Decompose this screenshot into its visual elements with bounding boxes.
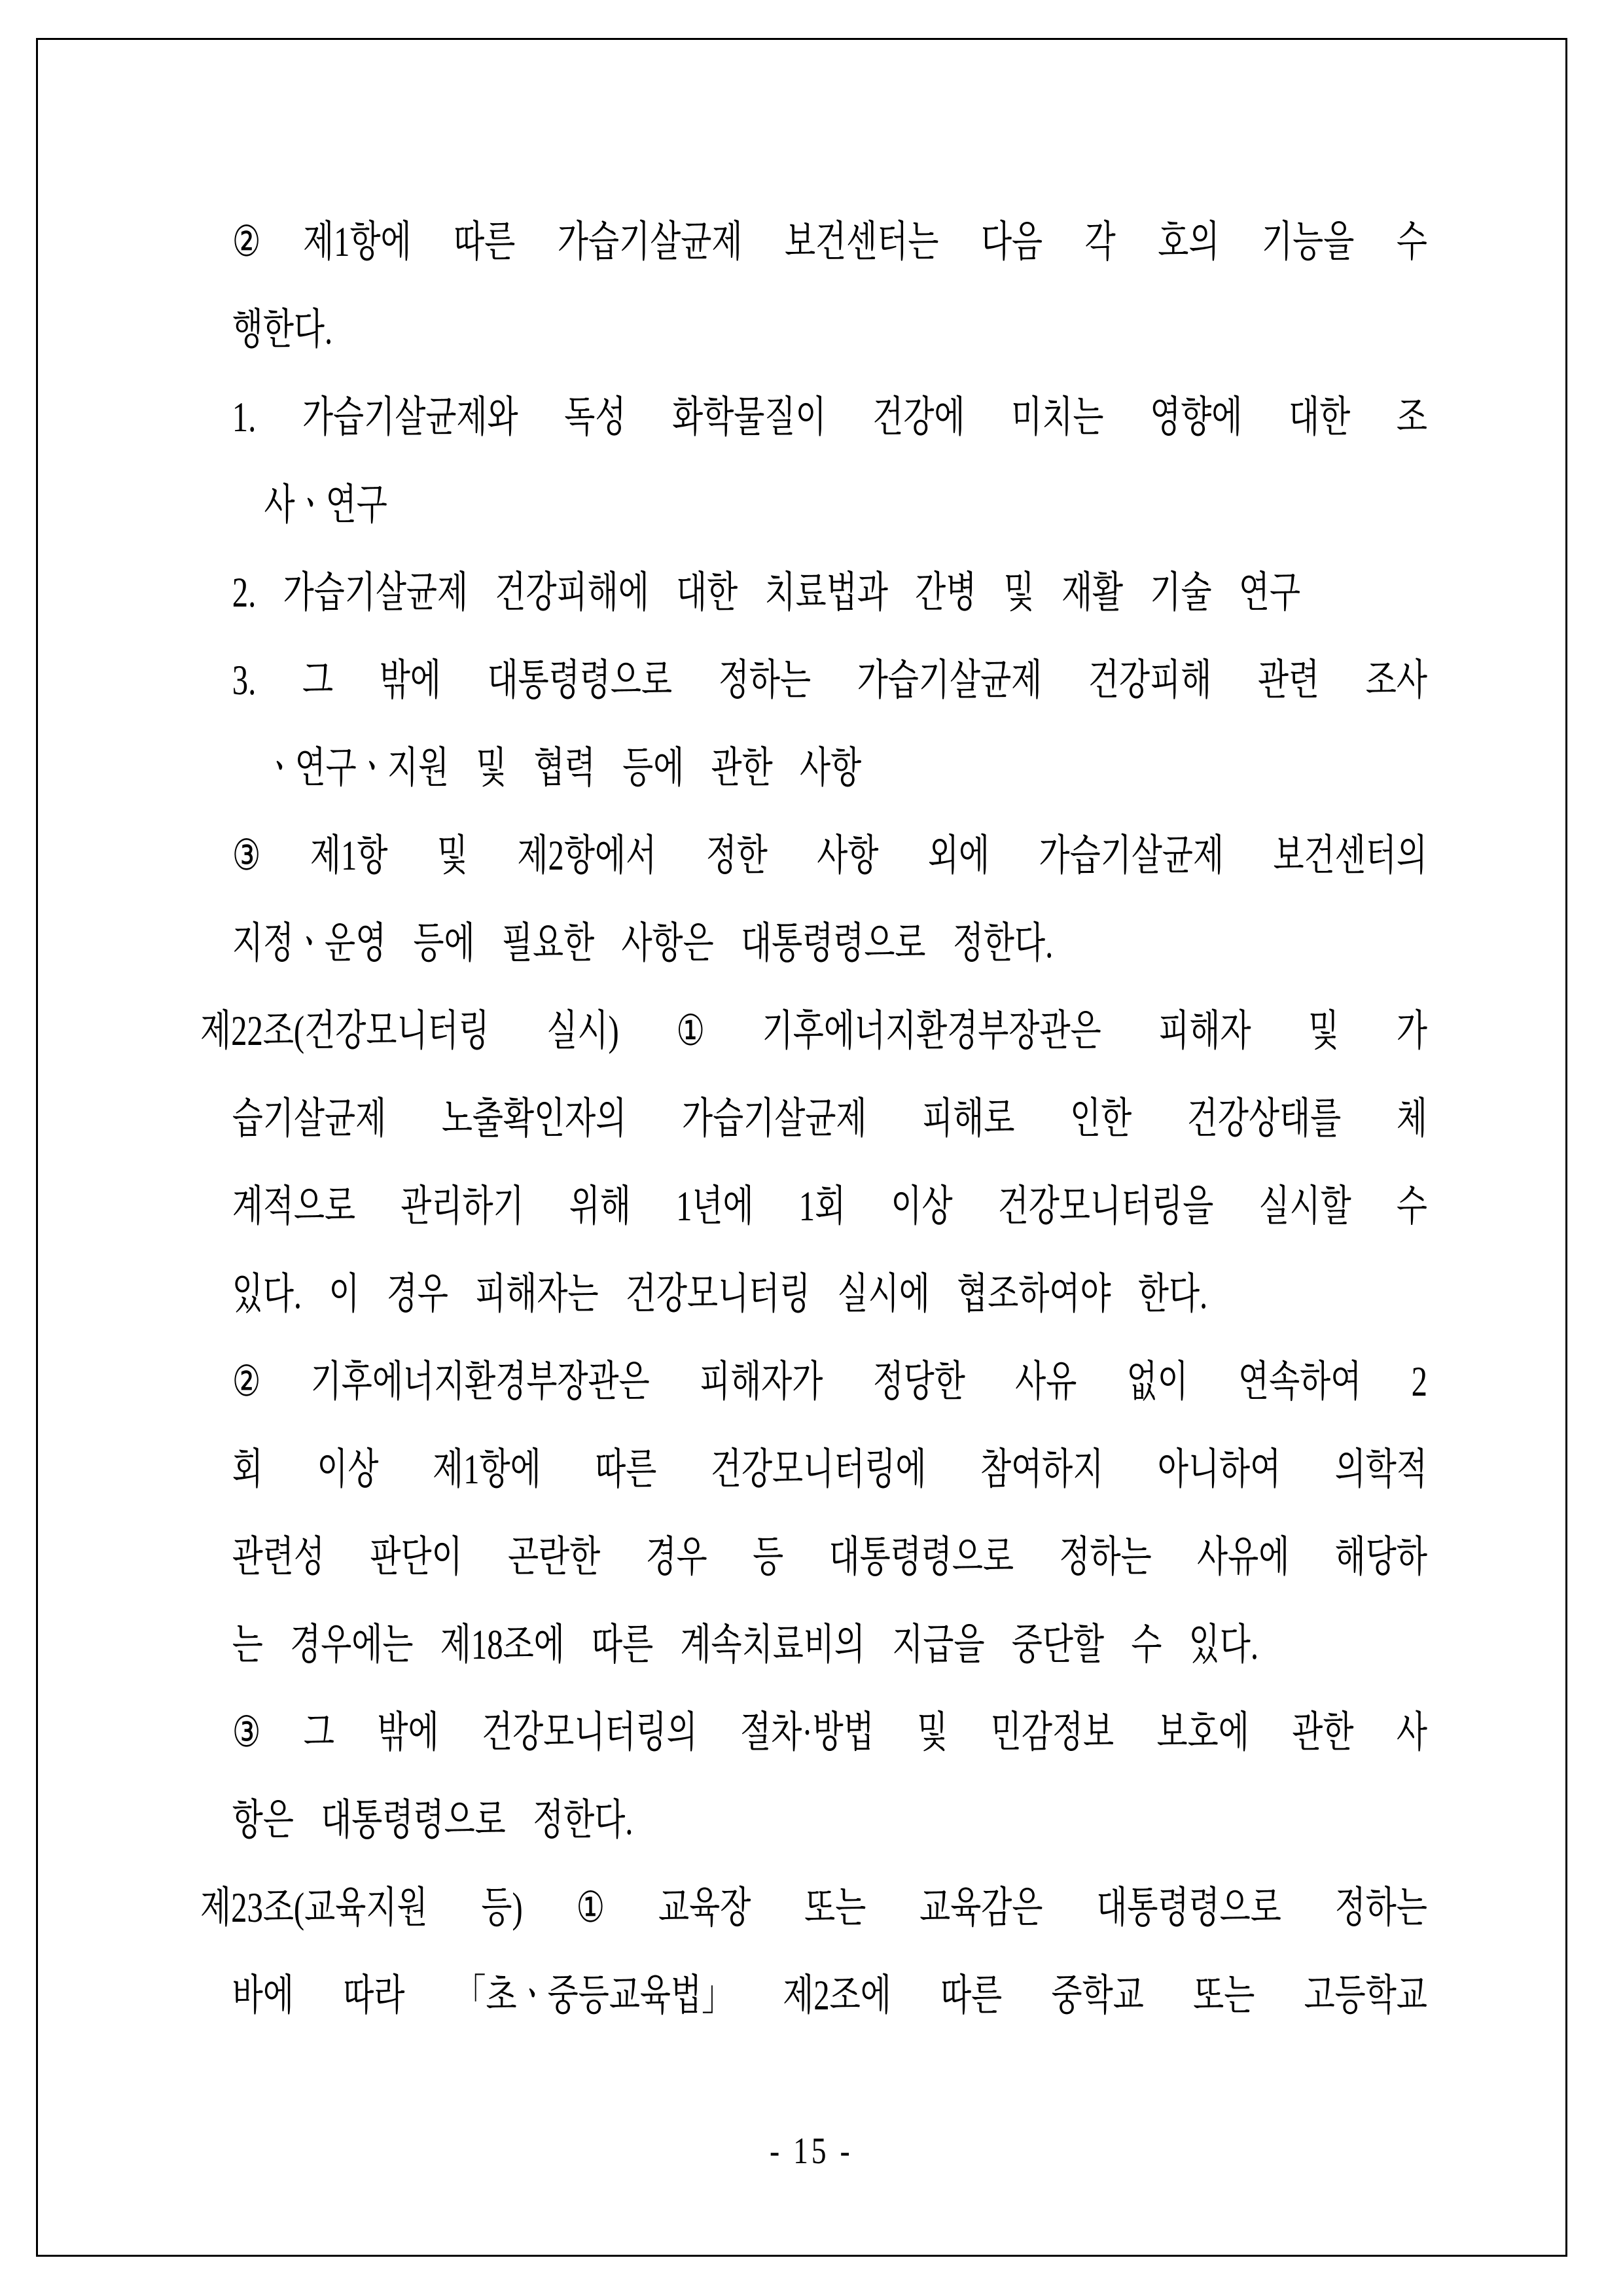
word: 제2항에서 — [517, 832, 657, 879]
text-line — [232, 1952, 1427, 2040]
word: 및 — [437, 832, 468, 879]
word: 가습기살균제 — [283, 569, 469, 616]
word: 그 — [303, 1709, 334, 1756]
word: 관리하기 — [401, 1183, 524, 1230]
word: 판단이 — [370, 1534, 463, 1581]
text-line — [232, 1250, 1427, 1338]
word: 대한 — [676, 569, 738, 616]
word: 밖에 — [377, 1709, 439, 1756]
word: 보호에 — [1156, 1709, 1249, 1756]
word: 따라 — [343, 1972, 405, 2019]
text-line — [232, 812, 1427, 900]
word: 3. — [232, 657, 257, 704]
word: 관련 — [1257, 657, 1320, 704]
word: 수 — [1131, 1621, 1162, 1669]
word: 그 — [302, 657, 334, 704]
word: 인한 — [1070, 1095, 1132, 1142]
word: 사항 — [817, 832, 879, 879]
word: 치료법과 — [764, 569, 888, 616]
word: 대통령령으로 — [321, 1797, 506, 1844]
word: 이상 — [317, 1446, 379, 1493]
word: 2. — [232, 569, 257, 616]
word: 연구 — [1238, 569, 1301, 616]
word: 건강상태를 — [1186, 1095, 1342, 1142]
word: 영향에 — [1150, 394, 1243, 441]
word: 가습기살균제 — [857, 657, 1043, 704]
word: 건강모니터링을 — [997, 1183, 1214, 1230]
page-number-label: - 15 - — [770, 2130, 853, 2172]
text-line — [232, 374, 1427, 461]
word: 조사 — [1365, 657, 1427, 704]
word: 등에 — [413, 920, 475, 967]
word: 정하는 — [1059, 1534, 1152, 1581]
word: 실시) — [546, 1008, 619, 1055]
word: 외에 — [927, 832, 990, 879]
word: 정한다. — [952, 920, 1054, 967]
word: ① — [676, 1008, 705, 1055]
text-line — [232, 637, 1427, 724]
word: 위해 — [569, 1183, 631, 1230]
word: 대한 — [1289, 394, 1351, 441]
word: 협조하여야 — [957, 1271, 1111, 1318]
word: 습기살균제 — [232, 1095, 387, 1142]
word: 계속치료비의 — [680, 1621, 866, 1669]
word: 실시할 — [1258, 1183, 1351, 1230]
word: 사ㆍ연구 — [264, 482, 387, 529]
word: 해당하 — [1334, 1534, 1427, 1581]
word: 따른 — [454, 219, 516, 266]
text-line — [200, 1864, 1427, 1952]
word: 독성 — [564, 394, 626, 441]
word: 없이 — [1126, 1358, 1188, 1405]
word: ㆍ연구ㆍ지원 — [264, 745, 450, 792]
word: 대통령령으로 — [740, 920, 926, 967]
word: 정한다. — [533, 1797, 633, 1844]
word: 기능을 — [1262, 219, 1355, 266]
word: 교육감은 — [919, 1884, 1043, 1932]
word: 경우 — [386, 1271, 448, 1318]
word: 건강모니터링에 — [710, 1446, 927, 1493]
word: 등) — [481, 1884, 523, 1932]
word: 가습기살균제와 — [302, 394, 518, 441]
word: 있다. — [1188, 1621, 1259, 1669]
word: 간병 — [915, 569, 977, 616]
word: 가 — [1396, 1008, 1427, 1055]
word: 협력 — [533, 745, 596, 792]
word: 또는 — [804, 1884, 866, 1932]
word: 는 — [232, 1621, 263, 1669]
word: 대통령령으로 — [487, 657, 673, 704]
word: 피해자는 — [475, 1271, 599, 1318]
word: 필요한 — [501, 920, 595, 967]
word: 제18조에 — [440, 1621, 565, 1669]
text-line — [232, 1075, 1427, 1163]
text-line — [232, 1426, 1427, 1513]
word: 연속하여 — [1238, 1358, 1362, 1405]
word: 등에 — [622, 745, 685, 792]
word: 제23조(교육지원 — [200, 1884, 428, 1932]
word: 기후에너지환경부장관은 — [310, 1358, 650, 1405]
word: 가습기살균제 — [557, 219, 743, 266]
text-line — [232, 1776, 1427, 1864]
word: 피해로 — [922, 1095, 1015, 1142]
word: 등 — [753, 1534, 784, 1581]
word: 계적으로 — [232, 1183, 356, 1230]
word: 사유 — [1015, 1358, 1077, 1405]
word: 보건센터의 — [1273, 832, 1427, 879]
word: 1. — [232, 394, 257, 441]
word: 각 — [1084, 219, 1116, 266]
text-line — [232, 1601, 1427, 1689]
word: 또는 — [1193, 1972, 1255, 2019]
text-line — [264, 461, 1428, 549]
word: 및 — [917, 1709, 948, 1756]
text-line — [232, 549, 1427, 637]
word: 사항 — [799, 745, 862, 792]
word: 사항은 — [621, 920, 714, 967]
text-line — [200, 987, 1427, 1075]
word: 고등학교 — [1304, 1972, 1427, 2019]
word: 관한 — [1292, 1709, 1354, 1756]
word: 회 — [232, 1446, 263, 1493]
word: 아니하여 — [1157, 1446, 1281, 1493]
word: 노출확인자의 — [441, 1095, 627, 1142]
word: 행한다. — [232, 306, 333, 353]
text-line — [232, 198, 1427, 286]
word: 재활 — [1061, 569, 1124, 616]
text-line — [232, 1338, 1427, 1426]
word: 관련성 — [232, 1534, 325, 1581]
word: 호의 — [1158, 219, 1220, 266]
page-number — [0, 2122, 1623, 2181]
word: 대통령령으로 — [1096, 1884, 1281, 1932]
word: 실시에 — [837, 1271, 930, 1318]
word: 및 — [476, 745, 507, 792]
word: 한다. — [1137, 1271, 1208, 1318]
word: 건강피해 — [1088, 657, 1212, 704]
word: 정한 — [705, 832, 768, 879]
word: 항은 — [232, 1797, 294, 1844]
word: 건강모니터링 — [625, 1271, 811, 1318]
word: 교육장 — [658, 1884, 751, 1932]
word: 곤란한 — [507, 1534, 601, 1581]
word: 의학적 — [1334, 1446, 1427, 1493]
word: 중학교 — [1051, 1972, 1144, 2019]
text-line — [232, 900, 1427, 987]
word: 가습기살균제 — [681, 1095, 867, 1142]
word: 지정ㆍ운영 — [232, 920, 387, 967]
word: ② — [232, 219, 261, 266]
word: 관한 — [711, 745, 773, 792]
word: 건강모니터링의 — [482, 1709, 698, 1756]
word: 1회 — [798, 1183, 846, 1230]
word: 제2조에 — [783, 1972, 891, 2019]
word: 기후에너지환경부장관은 — [762, 1008, 1101, 1055]
word: 정하는 — [1334, 1884, 1427, 1932]
word: 미치는 — [1011, 394, 1104, 441]
word: ③ — [232, 1709, 261, 1756]
word: 제1항에 — [433, 1446, 541, 1493]
word: 가습기살균제 — [1039, 832, 1224, 879]
word: 수 — [1396, 1183, 1427, 1230]
legal-text-block — [200, 198, 1427, 2040]
word: 건강피해에 — [495, 569, 649, 616]
word: 정당한 — [872, 1358, 965, 1405]
word: 사유에 — [1197, 1534, 1290, 1581]
word: 체 — [1396, 1095, 1427, 1142]
word: 및 — [1003, 569, 1035, 616]
text-line — [232, 286, 1427, 374]
word: 2 — [1411, 1358, 1427, 1405]
word: 따른 — [592, 1621, 654, 1669]
word: 따른 — [595, 1446, 657, 1493]
word: 정하는 — [718, 657, 812, 704]
word: 경우에는 — [290, 1621, 414, 1669]
word: 있다. — [232, 1271, 302, 1318]
word: 건강에 — [872, 394, 965, 441]
word: 바에 — [232, 1972, 294, 2019]
word: ① — [576, 1884, 605, 1932]
text-line — [232, 1163, 1427, 1250]
word: 조 — [1396, 394, 1427, 441]
text-line — [264, 724, 1428, 812]
word: 피해자가 — [699, 1358, 823, 1405]
text-line — [232, 1689, 1427, 1776]
word: 절차·방법 — [740, 1709, 874, 1756]
word: 화학물질이 — [672, 394, 827, 441]
word: ② — [232, 1358, 261, 1405]
word: 이상 — [891, 1183, 953, 1230]
word: 밖에 — [379, 657, 441, 704]
word: 「초ㆍ중등교육법」 — [454, 1972, 734, 2019]
word: 참여하지 — [980, 1446, 1104, 1493]
word: 보건센터는 — [784, 219, 939, 266]
word: 민감정보 — [990, 1709, 1115, 1756]
word: 피해자 — [1158, 1008, 1251, 1055]
word: 사 — [1396, 1709, 1427, 1756]
word: 따른 — [940, 1972, 1003, 2019]
text-line — [232, 1513, 1427, 1601]
word: 경우 — [645, 1534, 707, 1581]
word: 1년에 — [676, 1183, 754, 1230]
word: 및 — [1308, 1008, 1340, 1055]
word: 기술 — [1150, 569, 1212, 616]
word: 지급을 — [892, 1621, 985, 1669]
word: ③ — [232, 832, 261, 879]
word: 이 — [329, 1271, 360, 1318]
word: 제22조(건강모니터링 — [200, 1008, 490, 1055]
word: 중단할 — [1011, 1621, 1105, 1669]
word: 수 — [1396, 219, 1427, 266]
word: 제1항 — [310, 832, 388, 879]
word: 대통령령으로 — [829, 1534, 1014, 1581]
word: 제1항에 — [302, 219, 412, 266]
word: 다음 — [980, 219, 1043, 266]
